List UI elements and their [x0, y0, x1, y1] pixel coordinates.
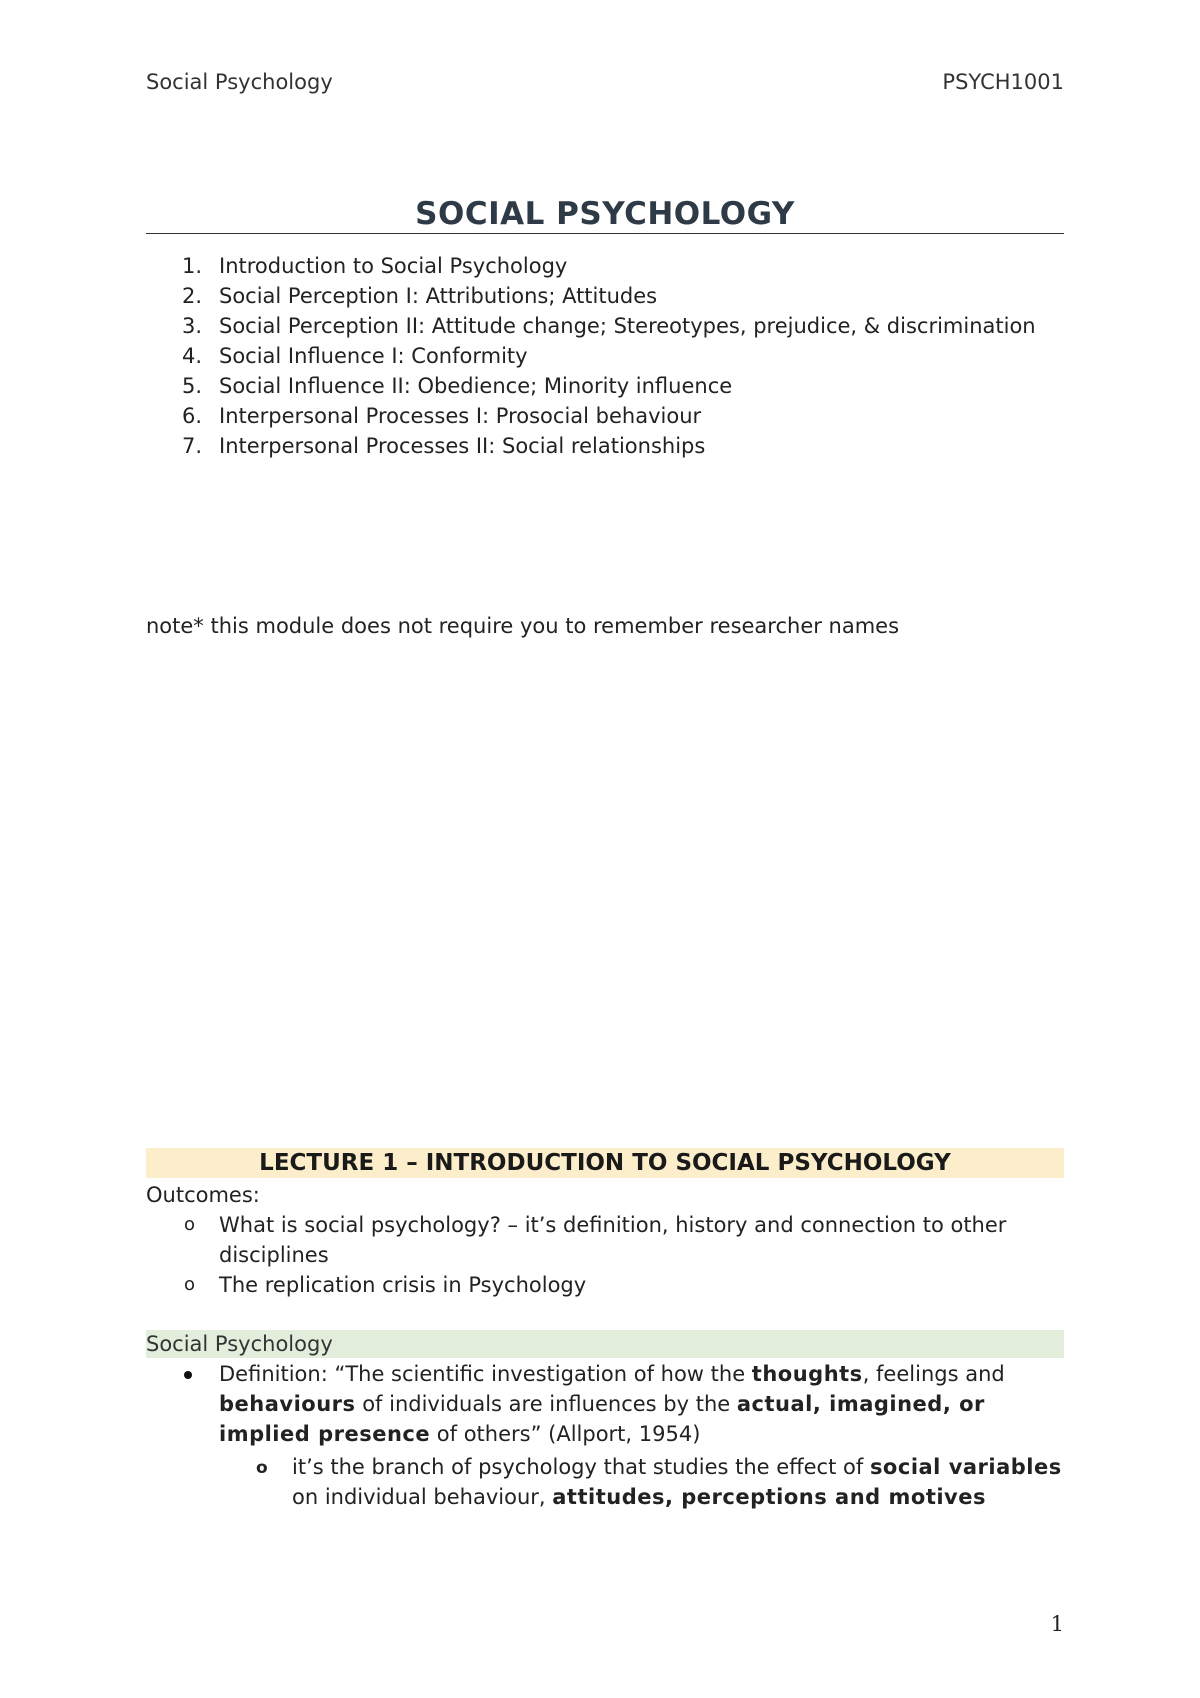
lecture-heading: LECTURE 1 – INTRODUCTION TO SOCIAL PSYCHOLOGY — [146, 1148, 1064, 1178]
header-course-code: PSYCH1001 — [942, 70, 1064, 94]
document-title: SOCIAL PSYCHOLOGY — [415, 196, 795, 232]
sub-point-part: it’s the branch of psychology that studies the effect of — [292, 1455, 870, 1479]
outcome-text: The replication crisis in Psychology — [219, 1273, 587, 1297]
topic-number: 4. — [182, 344, 203, 368]
topic-text: Social Influence II: Obedience; Minority influence — [219, 374, 733, 398]
topic-item — [146, 371, 1064, 401]
topics-list — [146, 251, 1064, 461]
title-underline — [146, 233, 1064, 234]
topic-number: 1. — [182, 254, 203, 278]
outcome-item — [146, 1270, 1064, 1300]
topic-text: Interpersonal Processes I: Prosocial behaviour — [219, 404, 702, 428]
definition-text — [146, 1359, 1064, 1449]
topic-text: Interpersonal Processes II: Social relationships — [219, 434, 706, 458]
topic-item — [146, 401, 1064, 431]
definition-part: Definition: “The scientific investigation of how the — [219, 1362, 752, 1386]
topic-text: Social Perception II: Attitude change; Stereotypes, prejudice, & discrimination — [219, 314, 1036, 338]
topic-text: Introduction to Social Psychology — [219, 254, 568, 278]
definition-part: of individuals are influences by the — [355, 1392, 737, 1416]
topic-number: 6. — [182, 404, 203, 428]
outcome-text: What is social psychology? – it’s definition, history and connection to other disciplines — [219, 1213, 1007, 1267]
outcomes-list — [146, 1210, 1064, 1300]
topic-number: 2. — [182, 284, 203, 308]
topic-text: Social Perception I: Attributions; Attitudes — [219, 284, 658, 308]
topic-item — [146, 281, 1064, 311]
circle-bullet-icon: o — [184, 1214, 196, 1235]
module-note: note* this module does not require you to remember researcher names — [146, 614, 900, 638]
definition-part: of others” (Allport, 1954) — [430, 1422, 701, 1446]
section-heading: Social Psychology — [146, 1330, 1064, 1358]
topic-item — [146, 251, 1064, 281]
bullet-icon — [184, 1371, 192, 1379]
outcome-item — [146, 1210, 1064, 1270]
circle-bullet-icon: o — [184, 1274, 196, 1295]
definition-item — [146, 1359, 1064, 1449]
topic-item — [146, 311, 1064, 341]
definition-emphasis: actual, imagined, or implied presence — [219, 1392, 985, 1446]
topic-item — [146, 431, 1064, 461]
topic-number: 7. — [182, 434, 203, 458]
sub-point-emphasis: social variables — [869, 1455, 1062, 1479]
definition-emphasis: thoughts — [751, 1362, 863, 1386]
definition-part: , feelings and — [862, 1362, 1005, 1386]
sub-point-emphasis: attitudes, perceptions and motives — [552, 1485, 986, 1509]
topic-item — [146, 341, 1064, 371]
sub-point-item — [146, 1452, 1064, 1512]
topic-number: 3. — [182, 314, 203, 338]
page-header — [146, 70, 1064, 100]
page-number: 1 — [1050, 1612, 1064, 1636]
topic-number: 5. — [182, 374, 203, 398]
sub-point-text — [146, 1452, 1064, 1512]
circle-bullet-icon: o — [256, 1458, 268, 1478]
topic-text: Social Influence I: Conformity — [219, 344, 528, 368]
sub-point-part: on individual behaviour, — [292, 1485, 553, 1509]
outcomes-label: Outcomes: — [146, 1183, 260, 1207]
definition-emphasis: behaviours — [219, 1392, 356, 1416]
document-page — [146, 0, 1064, 1698]
header-course-name: Social Psychology — [146, 70, 333, 94]
